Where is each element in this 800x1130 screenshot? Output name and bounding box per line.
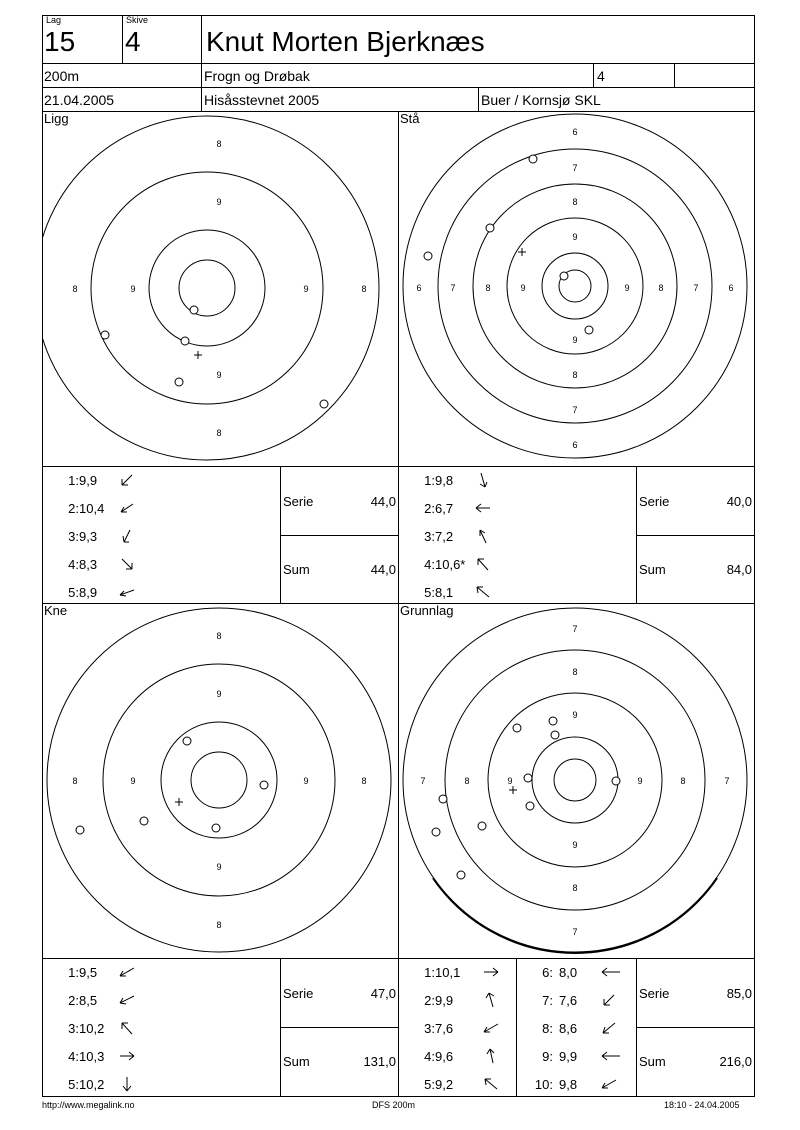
list-item: 2: 10,4: [43, 498, 111, 518]
footer-timestamp: 18:10 - 24.04.2005: [664, 1100, 740, 1110]
list-item: 4: 9,6: [399, 1046, 467, 1066]
ring-label: 9: [624, 283, 630, 293]
ring-label: 9: [130, 284, 136, 294]
shot-hole: [183, 737, 191, 745]
arrow-right-icon: [119, 1048, 135, 1064]
arrow-down-left-icon: [119, 500, 135, 516]
serie-label-sta: Serie: [639, 494, 670, 509]
lag-value: 15: [44, 26, 76, 57]
target-kne: [43, 604, 398, 958]
shot-hole: [486, 224, 494, 232]
list-item: 2: 9,9: [399, 990, 467, 1010]
arrow-down-left-icon: [119, 528, 135, 544]
shot-hole: [439, 795, 447, 803]
list-item: 1: 9,9: [43, 470, 111, 490]
serie-value-kne: 47,0: [370, 986, 396, 1001]
ring-label: 9: [216, 862, 222, 872]
shot-list-grunnlag-b: [517, 962, 635, 1092]
sum-value-ligg: 44,0: [370, 562, 396, 577]
target-grunnlag: [399, 604, 754, 958]
list-item: 1: 9,8: [399, 470, 467, 490]
ring-label: 8: [72, 776, 78, 786]
ring-label: 9: [303, 284, 309, 294]
row-sep-1: [42, 466, 755, 467]
list-item: 2: 6,7: [399, 498, 467, 518]
sum-value-sta: 84,0: [726, 562, 752, 577]
frame-top: [42, 15, 755, 16]
list-item: 3: 9,3: [43, 526, 111, 546]
shot-hole: [526, 802, 534, 810]
ring-label: 8: [216, 920, 222, 930]
list-item: 1: 9,5: [43, 962, 111, 982]
skive-label: Skive: [126, 15, 149, 25]
klasse: 4: [597, 68, 605, 84]
arrow-up-icon: [475, 528, 491, 544]
footer-center: DFS 200m: [372, 1100, 416, 1110]
arrow-left-icon: [601, 1048, 621, 1064]
shot-hole: [551, 731, 559, 739]
ring-label: 7: [572, 405, 578, 415]
panel-title-grunnlag: Grunnlag: [400, 603, 454, 618]
list-item: 7: 7,6: [517, 990, 591, 1010]
panel-title-kne: Kne: [44, 603, 68, 618]
target-sta: [399, 112, 754, 466]
arrow-up-left-icon: [475, 556, 491, 572]
panel-title-ligg: Ligg: [44, 111, 69, 126]
club: Frogn og Drøbak: [204, 68, 310, 84]
serie-label-kne: Serie: [283, 986, 314, 1001]
shot-list-kne: [43, 962, 279, 1092]
arrow-up-left-icon: [119, 1020, 135, 1036]
sum-value-kne: 131,0: [363, 1054, 396, 1069]
hdr-vsep-3: [593, 63, 594, 88]
serie-value-ligg: 44,0: [370, 494, 396, 509]
arrow-down-icon: [475, 472, 491, 488]
ring-label: 9: [637, 776, 643, 786]
panel-title-sta: Stå: [400, 111, 420, 126]
ring-label: 8: [361, 776, 367, 786]
arrow-left-icon: [119, 992, 135, 1008]
list-item: 2: 8,5: [43, 990, 111, 1010]
list-item: 5: 8,1: [399, 582, 467, 602]
ring-label: 7: [420, 776, 426, 786]
score-hsep-kne: [280, 1027, 399, 1028]
hdr-line-2: [42, 87, 755, 88]
ring-label: 9: [216, 370, 222, 380]
ring-label: 9: [507, 776, 513, 786]
shot-hole: [529, 155, 537, 163]
arrow-down-left-icon: [601, 1076, 617, 1092]
serie-label-grunnlag: Serie: [639, 986, 670, 1001]
center-mark: [518, 248, 526, 256]
shot-hole: [181, 337, 189, 345]
target-ligg: [43, 112, 398, 466]
ring-label: 9: [216, 197, 222, 207]
score-hsep-grunn: [636, 1027, 755, 1028]
serie-value-sta: 40,0: [726, 494, 752, 509]
date: 21.04.2005: [44, 92, 115, 108]
ring-label: 9: [572, 840, 578, 850]
arrow-right-icon: [483, 964, 499, 980]
shot-hole: [560, 272, 568, 280]
lag-label: Lag: [46, 15, 62, 25]
list-item: 5: 9,2: [399, 1074, 467, 1094]
ring-label: 8: [572, 370, 578, 380]
shot-hole: [175, 378, 183, 386]
ring-label: 8: [485, 283, 491, 293]
shot-hole: [190, 306, 198, 314]
serie-label-ligg: Serie: [283, 494, 314, 509]
list-item: 5: 8,9: [43, 582, 111, 602]
arrow-down-left-icon: [601, 992, 617, 1008]
distance: 200m: [44, 68, 80, 84]
arrow-down-left-icon: [119, 964, 135, 980]
ring-label: 8: [658, 283, 664, 293]
ring-label: 8: [572, 197, 578, 207]
ring-label: 8: [680, 776, 686, 786]
shot-hole: [432, 828, 440, 836]
ring-label: 8: [572, 667, 578, 677]
ring-label: 9: [572, 232, 578, 242]
sum-label-ligg: Sum: [283, 562, 310, 577]
list-item: 1: 10,1: [399, 962, 467, 982]
ring-label: 8: [216, 631, 222, 641]
row-sep-3: [42, 958, 755, 959]
list-item: 3: 7,2: [399, 526, 467, 546]
list-item: 6: 8,0: [517, 962, 591, 982]
list-item: 3: 10,2: [43, 1018, 111, 1038]
arrow-down-left-icon: [483, 1020, 499, 1036]
ring-label: 9: [572, 710, 578, 720]
sum-label-grunnlag: Sum: [639, 1054, 666, 1069]
arrow-up-icon: [483, 992, 499, 1008]
arrow-up-left-icon: [475, 584, 491, 600]
score-hsep-ligg: [280, 535, 399, 536]
arrow-down-left-icon: [119, 472, 135, 488]
arrow-up-left-icon: [483, 1076, 499, 1092]
ring-label: 9: [520, 283, 526, 293]
arrow-down-right-icon: [119, 556, 135, 572]
shooter-name: Knut Morten Bjerknæs: [206, 26, 485, 57]
ring-label: 8: [72, 284, 78, 294]
shot-hole: [320, 400, 328, 408]
center-mark: [509, 786, 517, 794]
shot-list-sta: [399, 470, 635, 600]
ring-label: 8: [464, 776, 470, 786]
list-item: 4: 10,3: [43, 1046, 111, 1066]
ring-label: 9: [216, 689, 222, 699]
sum-value-grunnlag: 216,0: [719, 1054, 752, 1069]
shot-hole: [513, 724, 521, 732]
ring-label: 7: [693, 283, 699, 293]
shot-hole: [101, 331, 109, 339]
ring-label: 7: [572, 624, 578, 634]
ring-label: 7: [572, 163, 578, 173]
arrow-left-icon: [601, 964, 621, 980]
skive-value: 4: [125, 26, 141, 57]
arrow-left-icon: [475, 500, 491, 516]
shot-hole: [76, 826, 84, 834]
list-item: 4: 10,6*: [399, 554, 467, 574]
shot-list-ligg: [43, 470, 279, 600]
list-item: 10: 9,8: [517, 1074, 591, 1094]
ring-label: 9: [130, 776, 136, 786]
ring-label: 6: [572, 440, 578, 450]
ring-label: 8: [361, 284, 367, 294]
shot-hole: [140, 817, 148, 825]
hdr-vsep-2: [201, 15, 202, 112]
list-item: 4: 8,3: [43, 554, 111, 574]
ring-label: 7: [450, 283, 456, 293]
ring-label: 6: [572, 127, 578, 137]
sum-label-kne: Sum: [283, 1054, 310, 1069]
center-mark: [175, 798, 183, 806]
ring-label: 7: [572, 927, 578, 937]
sum-label-sta: Sum: [639, 562, 666, 577]
shot-hole: [524, 774, 532, 782]
footer-url[interactable]: http://www.megalink.no: [42, 1100, 135, 1110]
score-hsep-sta: [636, 535, 755, 536]
shot-hole: [549, 717, 557, 725]
list-item: 9: 9,9: [517, 1046, 591, 1066]
serie-value-grunnlag: 85,0: [726, 986, 752, 1001]
list-item: 3: 7,6: [399, 1018, 467, 1038]
arrow-up-icon: [483, 1048, 499, 1064]
ring-label: 8: [216, 139, 222, 149]
ring-label: 8: [216, 428, 222, 438]
hdr-vsep-1: [122, 15, 123, 64]
hdr-vsep-5: [478, 87, 479, 112]
shot-hole: [212, 824, 220, 832]
shot-hole: [612, 777, 620, 785]
ring-label: 9: [572, 335, 578, 345]
ring-label: 6: [728, 283, 734, 293]
shot-hole: [457, 871, 465, 879]
ring-label: 6: [416, 283, 422, 293]
center-mark: [194, 351, 202, 359]
list-item: 8: 8,6: [517, 1018, 591, 1038]
ring-label: 7: [724, 776, 730, 786]
shot-hole: [424, 252, 432, 260]
shot-hole: [260, 781, 268, 789]
frame-right: [754, 15, 755, 1097]
ring-label: 8: [572, 883, 578, 893]
shot-hole: [478, 822, 486, 830]
hdr-vsep-4: [674, 63, 675, 88]
arrow-down-icon: [119, 1076, 135, 1092]
shot-hole: [585, 326, 593, 334]
event: Hisåsstevnet 2005: [204, 92, 320, 108]
arrow-left-icon: [119, 584, 135, 600]
shot-list-grunnlag-a: [399, 962, 515, 1092]
arrow-down-left-icon: [601, 1020, 617, 1036]
ring-label: 9: [303, 776, 309, 786]
organizer: Buer / Kornsjø SKL: [481, 92, 601, 108]
list-item: 5: 10,2: [43, 1074, 111, 1094]
hdr-line-1: [42, 63, 755, 64]
